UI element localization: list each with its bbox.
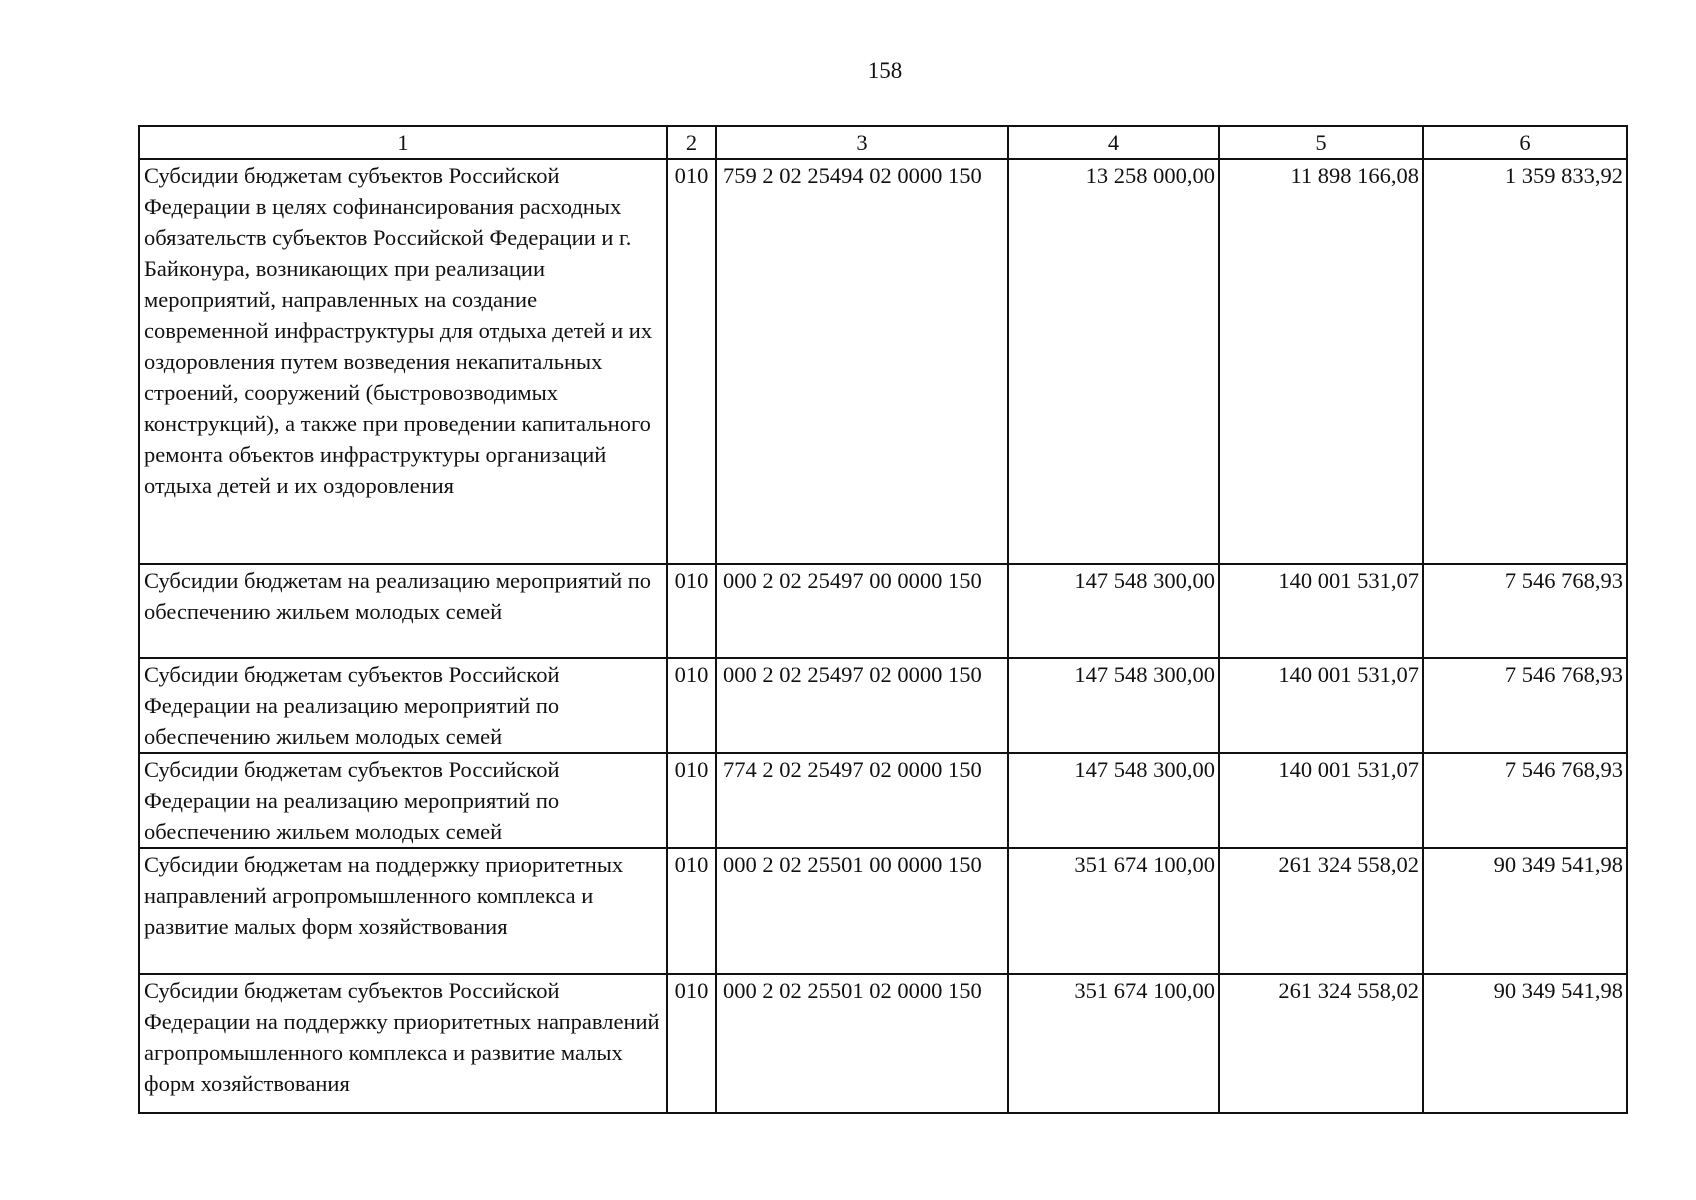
row-remaining: 90 349 541,98 <box>1423 848 1627 974</box>
row-code-1: 010 <box>667 564 716 658</box>
row-code-2: 000 2 02 25497 00 0000 150 <box>716 564 1008 658</box>
row-remaining: 1 359 833,92 <box>1423 159 1627 564</box>
row-remaining: 7 546 768,93 <box>1423 753 1627 848</box>
column-header-4: 4 <box>1008 126 1219 159</box>
row-name: Субсидии бюджетам субъектов Российской Федерации на реализацию мероприятий по обеспечению жильем молодых семей <box>139 753 667 848</box>
row-remaining: 7 546 768,93 <box>1423 564 1627 658</box>
column-header-2: 2 <box>667 126 716 159</box>
row-executed: 261 324 558,02 <box>1219 974 1423 1113</box>
row-approved: 147 548 300,00 <box>1008 753 1219 848</box>
column-header-1: 1 <box>139 126 667 159</box>
table-row <box>139 848 1627 974</box>
table-row <box>139 564 1627 658</box>
row-remaining: 7 546 768,93 <box>1423 658 1627 753</box>
row-name: Субсидии бюджетам субъектов Российской Федерации в целях софинансирования расходных обязательств субъектов Российской Федерации и г. Байконура, возникающих при реализации мероприятий, направленных на создание современной инфраструктуры для отдыха детей и их оздоровления путем возведения некапитальных строений, сооружений (быстровозводимых конструкций), а также при проведении капитального ремонта объектов инфраструктуры организаций отдыха детей и их оздоровления <box>139 159 667 564</box>
row-executed: 140 001 531,07 <box>1219 753 1423 848</box>
row-code-1: 010 <box>667 159 716 564</box>
row-code-2: 774 2 02 25497 02 0000 150 <box>716 753 1008 848</box>
row-code-2: 759 2 02 25494 02 0000 150 <box>716 159 1008 564</box>
row-name: Субсидии бюджетам на реализацию мероприятий по обеспечению жильем молодых семей <box>139 564 667 658</box>
row-approved: 147 548 300,00 <box>1008 658 1219 753</box>
row-code-1: 010 <box>667 974 716 1113</box>
row-approved: 147 548 300,00 <box>1008 564 1219 658</box>
table-row <box>139 658 1627 753</box>
row-executed: 140 001 531,07 <box>1219 564 1423 658</box>
budget-table <box>138 125 1628 1114</box>
page-number: 158 <box>867 58 903 83</box>
row-approved: 351 674 100,00 <box>1008 974 1219 1113</box>
table-row <box>139 753 1627 848</box>
row-executed: 11 898 166,08 <box>1219 159 1423 564</box>
row-approved: 13 258 000,00 <box>1008 159 1219 564</box>
row-code-1: 010 <box>667 848 716 974</box>
row-code-2: 000 2 02 25501 00 0000 150 <box>716 848 1008 974</box>
row-name: Субсидии бюджетам на поддержку приоритетных направлений агропромышленного комплекса и развитие малых форм хозяйствования <box>139 848 667 974</box>
column-header-5: 5 <box>1219 126 1423 159</box>
table-row <box>139 159 1627 564</box>
column-header-6: 6 <box>1423 126 1627 159</box>
table-header-row <box>139 126 1627 159</box>
row-approved: 351 674 100,00 <box>1008 848 1219 974</box>
column-header-3: 3 <box>716 126 1008 159</box>
row-code-1: 010 <box>667 753 716 848</box>
table-row <box>139 974 1627 1113</box>
row-executed: 261 324 558,02 <box>1219 848 1423 974</box>
row-executed: 140 001 531,07 <box>1219 658 1423 753</box>
row-remaining: 90 349 541,98 <box>1423 974 1627 1113</box>
row-code-2: 000 2 02 25497 02 0000 150 <box>716 658 1008 753</box>
row-code-2: 000 2 02 25501 02 0000 150 <box>716 974 1008 1113</box>
row-name: Субсидии бюджетам субъектов Российской Федерации на поддержку приоритетных направлений агропромышленного комплекса и развитие малых форм хозяйствования <box>139 974 667 1113</box>
row-code-1: 010 <box>667 658 716 753</box>
row-name: Субсидии бюджетам субъектов Российской Федерации на реализацию мероприятий по обеспечению жильем молодых семей <box>139 658 667 753</box>
